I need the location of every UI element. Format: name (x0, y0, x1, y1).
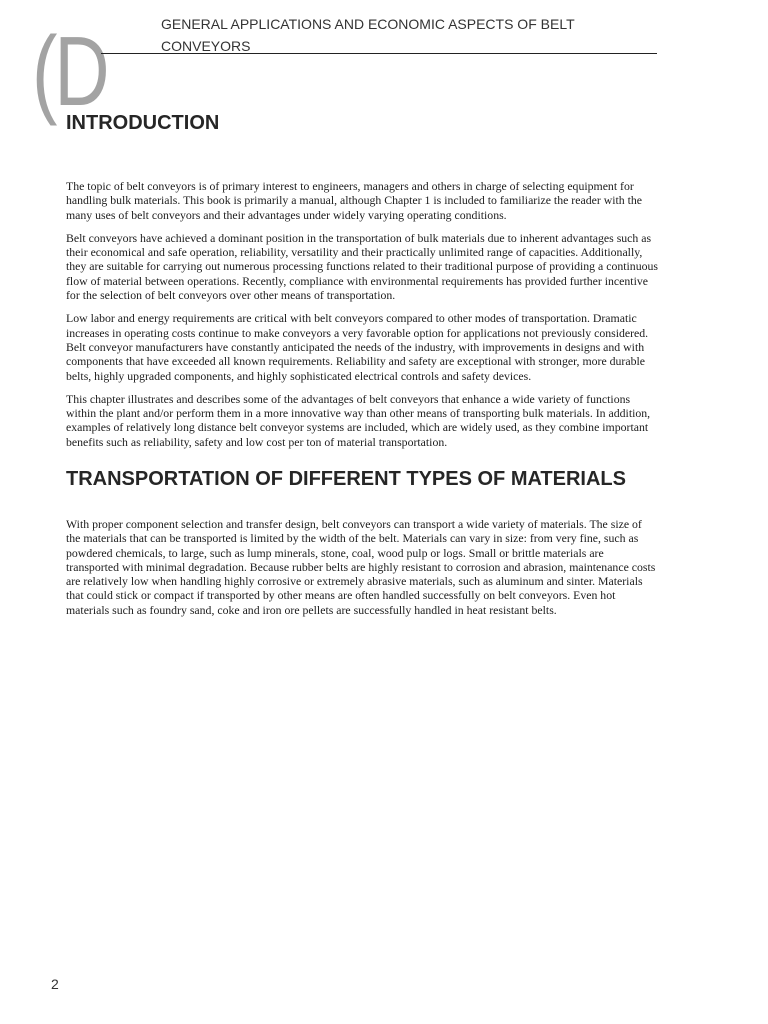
header-rule (101, 53, 657, 54)
paragraph: With proper component selection and transfer design, belt conveyors can transport a wide variety of materials. The size of the materials that can be transported is limited by the width of the belt. Materials can vary in size: from very fine, such as powdered chemicals, to large, such as lump minerals, stone, coal, wood pulp or logs. Small or brittle materials are transported with minimal degradation. Because rubber belts are highly resistant to corrosion and abrasion, maintenance costs are relatively low when handling highly corrosive or extremely abrasive materials, such as aluminum and sinter. Materials that could stick or compact if transported by other means are often handled successfully on belt conveyors. Even hot materials such as foundry sand, coke and iron ore pellets are successfully handled in heat resistant belts. (66, 517, 656, 617)
paragraph: Low labor and energy requirements are critical with belt conveyors compared to other modes of transportation. Dramatic increases in operating costs continue to make conveyors a very favorable option for applications not previously considered. Belt conveyor manufacturers have constantly anticipated the needs of the industry, with improvements in designs and with components that have exceeded all known requirements. Reliability and safety are exceptional with stronger, more durable belts, highly upgraded components, and highly sophisticated electrical controls and safety devices. (66, 311, 649, 383)
section-heading-transportation: TRANSPORTATION OF DIFFERENT TYPES OF MATERIALS (66, 468, 626, 490)
paragraph: This chapter illustrates and describes some of the advantages of belt conveyors that enhance a wide variety of functions within the plant and/or perform them in a more innovative way than other means of transporting bulk materials. In addition, examples of relatively long distance belt conveyor systems are included, which are widely used, as they combine important benefits such as reliability, safety and low cost per ton of material transportation. (66, 391, 651, 449)
page-number: 2 (51, 976, 59, 992)
running-header: GENERAL APPLICATIONS AND ECONOMIC ASPECTS OF BELT CONVEYORS (161, 16, 575, 54)
section-heading-introduction: INTRODUCTION (66, 112, 220, 134)
introduction-body (66, 179, 658, 458)
chapter-mark: (D (32, 16, 107, 126)
paragraph: The topic of belt conveyors is of primary interest to engineers, managers and others in charge of selecting equipment for handling bulk materials. This book is primarily a manual, although Chapter 1 is included to familiarize the reader with the many uses of belt conveyors and their advantages under widely varying operating conditions. (66, 179, 643, 222)
transportation-body (66, 517, 658, 626)
paragraph: Belt conveyors have achieved a dominant position in the transportation of bulk materials due to inherent advantages such as their economical and safe operation, reliability, versatility and their practically unlimited range of capacities. Additionally, they are suitable for carrying out numerous processing functions related to their traditional purpose of providing a continuous flow of material between operations. Recently, compliance with environmental requirements has provided further incentive for the selection of belt conveyors over other means of transportation. (66, 230, 658, 303)
